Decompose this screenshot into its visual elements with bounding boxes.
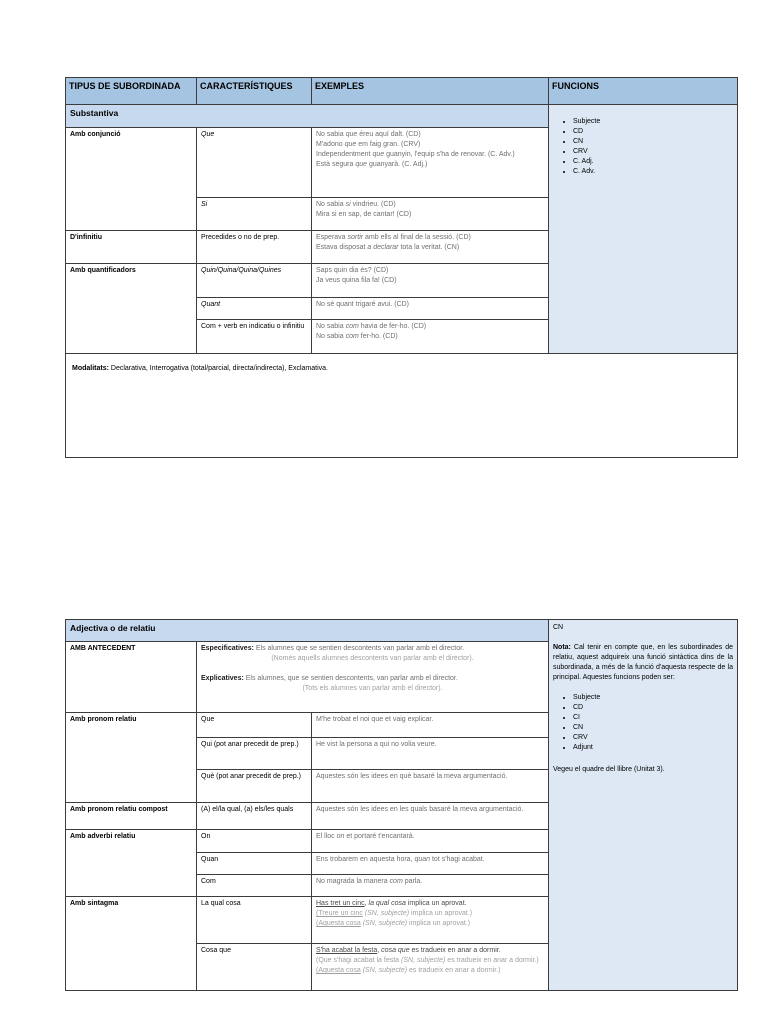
vegeu-text: Vegeu el quadre del llibre (Unitat 3).	[553, 766, 665, 773]
characteristic: (A) el/la qual, (a) els/les quals	[197, 803, 312, 830]
list-item: • CRV	[573, 733, 733, 743]
characteristic: Qui (pot anar precedit de prep.)	[197, 738, 312, 770]
functions-list	[553, 117, 733, 177]
examples	[312, 231, 549, 264]
example-line: Està segura que guanyarà. (C. Adj.)	[316, 161, 428, 168]
example-line: No sabia com havia de fer-ho. (CD)	[316, 323, 427, 330]
example-line: S'ha acabat la festa, cosa que es tradueix en anar a dormir.	[316, 947, 501, 954]
list-item: • CD	[573, 703, 733, 713]
modalitats-cell	[66, 354, 738, 458]
list-item: • CN	[573, 137, 733, 147]
example-line: Ja veus quina fila fa! (CD)	[316, 277, 397, 284]
example-line: Explicatives: Els alumnes, que se sentien descontents, van parlar amb el director.	[201, 675, 458, 682]
antecedent-examples	[197, 642, 549, 713]
examples	[312, 264, 549, 298]
example-line: Independentment que guanyin, l'equip s'ha de renovar. (C. Adv.)	[316, 151, 515, 158]
functions-list	[553, 693, 733, 753]
example-line: No sabia que éreu aquí dalt. (CD)	[316, 131, 421, 138]
notes-cell	[549, 620, 738, 991]
list-item: • C. Adv.	[573, 167, 733, 177]
nota-text: Cal tenir en compte que, en les subordinades de relatiu, aquest adquireix una funció sintàctica dins de la subordinada, a més de la funció d'aquesta respecte de la principal. Aquestes funcions poden ser:	[553, 644, 733, 681]
characteristic: Que	[197, 128, 312, 198]
examples: Aquestes són les idees en què basaré la meva argumentació.	[312, 770, 549, 803]
characteristic: Quant	[197, 298, 312, 320]
example-note: (Tots els alumnes van parlar amb el director).	[302, 685, 443, 692]
examples	[312, 198, 549, 231]
row-label: AMB ANTECEDENT	[66, 642, 197, 713]
examples: Ens trobarem en aquesta hora, quan tot s'hagi acabat.	[312, 853, 549, 875]
list-item: • C. Adj.	[573, 157, 733, 167]
list-item: • CRV	[573, 147, 733, 157]
functions-cell	[549, 105, 738, 354]
example-line: Has tret un cinc, la qual cosa implica un aprovat.	[316, 900, 467, 907]
list-item: • Subjecte	[573, 693, 733, 703]
examples	[312, 298, 549, 320]
example-line: (Aquesta cosa (SN, subjecte) es tradueix en anar a dormir.)	[316, 967, 501, 974]
example-line: (Treure un cinc (SN, subjecte) implica un aprovat.)	[316, 910, 473, 917]
header-caracteristiques: CARACTERÍSTIQUES	[197, 78, 312, 105]
row-label: Amb pronom relatiu compost	[66, 803, 197, 830]
list-item: • Subjecte	[573, 117, 733, 127]
characteristic: Com + verb en indicatiu o infinitiu	[197, 320, 312, 354]
nota-paragraph	[553, 643, 733, 683]
examples: El lloc on et portaré t'encantarà.	[312, 830, 549, 853]
examples: M'he trobat el noi que et vaig explicar.	[312, 713, 549, 738]
characteristic: Quin/Quina/Quina/Quines	[197, 264, 312, 298]
row-label: Amb quantificadors	[66, 264, 197, 354]
characteristic: Precedides o no de prep.	[197, 231, 312, 264]
section-title: Substantiva	[66, 105, 549, 128]
row-label: Amb pronom relatiu	[66, 713, 197, 803]
examples	[312, 128, 549, 198]
nota-label: Nota:	[553, 644, 571, 651]
example-note: (Només aquells alumnes descontents van parlar amb el director).	[271, 655, 474, 662]
example-line: M'adono que em faig gran. (CRV)	[316, 141, 421, 148]
list-item: • CN	[573, 723, 733, 733]
examples	[312, 897, 549, 944]
characteristic: Com	[197, 875, 312, 897]
list-item: • CD	[573, 127, 733, 137]
table-header-row	[66, 78, 738, 105]
list-item: • Adjunt	[573, 743, 733, 753]
example-line: No sabia si vindrieu. (CD)	[316, 201, 396, 208]
list-item: • CI	[573, 713, 733, 723]
modalitats-row	[66, 354, 738, 458]
modalitats-label: Modalitats:	[72, 365, 109, 372]
modalitats-text: Declarativa, Interrogativa (total/parcial, directa/indirecta), Exclamativa.	[108, 365, 328, 372]
section-title: Adjectiva o de relatiu	[66, 620, 549, 642]
example-line: Esperava sortir amb ells al final de la sessió. (CD)	[316, 234, 471, 241]
example-line: No sé quant trigaré avui. (CD)	[316, 301, 409, 308]
characteristic: On	[197, 830, 312, 853]
characteristic: La qual cosa	[197, 897, 312, 944]
examples	[312, 320, 549, 354]
header-tipus: TIPUS DE SUBORDINADA	[66, 78, 197, 105]
characteristic: Que	[197, 713, 312, 738]
characteristic: Quan	[197, 853, 312, 875]
characteristic: Què (pot anar precedit de prep.)	[197, 770, 312, 803]
example-line: Estava disposat a declarar tota la veritat. (CN)	[316, 244, 460, 251]
example-line: No sabia com fer-ho. (CD)	[316, 333, 398, 340]
header-funcions: FUNCIONS	[549, 78, 738, 105]
row-label: D'infinitiu	[66, 231, 197, 264]
examples: He vist la persona a qui no volia veure.	[312, 738, 549, 770]
characteristic: Si	[197, 198, 312, 231]
example-line: Especificatives: Els alumnes que se sentien descontents van parlar amb el director.	[201, 645, 465, 652]
examples: Aquestes són les idees en les quals basaré la meva argumentació.	[312, 803, 549, 830]
characteristic: Cosa que	[197, 944, 312, 991]
table-substantiva	[65, 77, 738, 458]
examples: No magrada la manera com parla.	[312, 875, 549, 897]
example-line: Mira si en sap, de cantar! (CD)	[316, 211, 412, 218]
right-cn: CN	[553, 624, 564, 631]
header-exemples: EXEMPLES	[312, 78, 549, 105]
row-label: Amb sintagma	[66, 897, 197, 991]
example-line: (Aquesta cosa (SN, subjecte) implica un aprovat.)	[316, 920, 471, 927]
example-line: Saps quin dia és? (CD)	[316, 267, 389, 274]
row-label: Amb conjunció	[66, 128, 197, 231]
examples	[312, 944, 549, 991]
row-label: Amb adverbi relatiu	[66, 830, 197, 897]
table-adjectiva	[65, 619, 738, 991]
example-line: (Que s'hagi acabat la festa (SN, subjecte) es tradueix en anar a dormir.)	[316, 957, 539, 964]
